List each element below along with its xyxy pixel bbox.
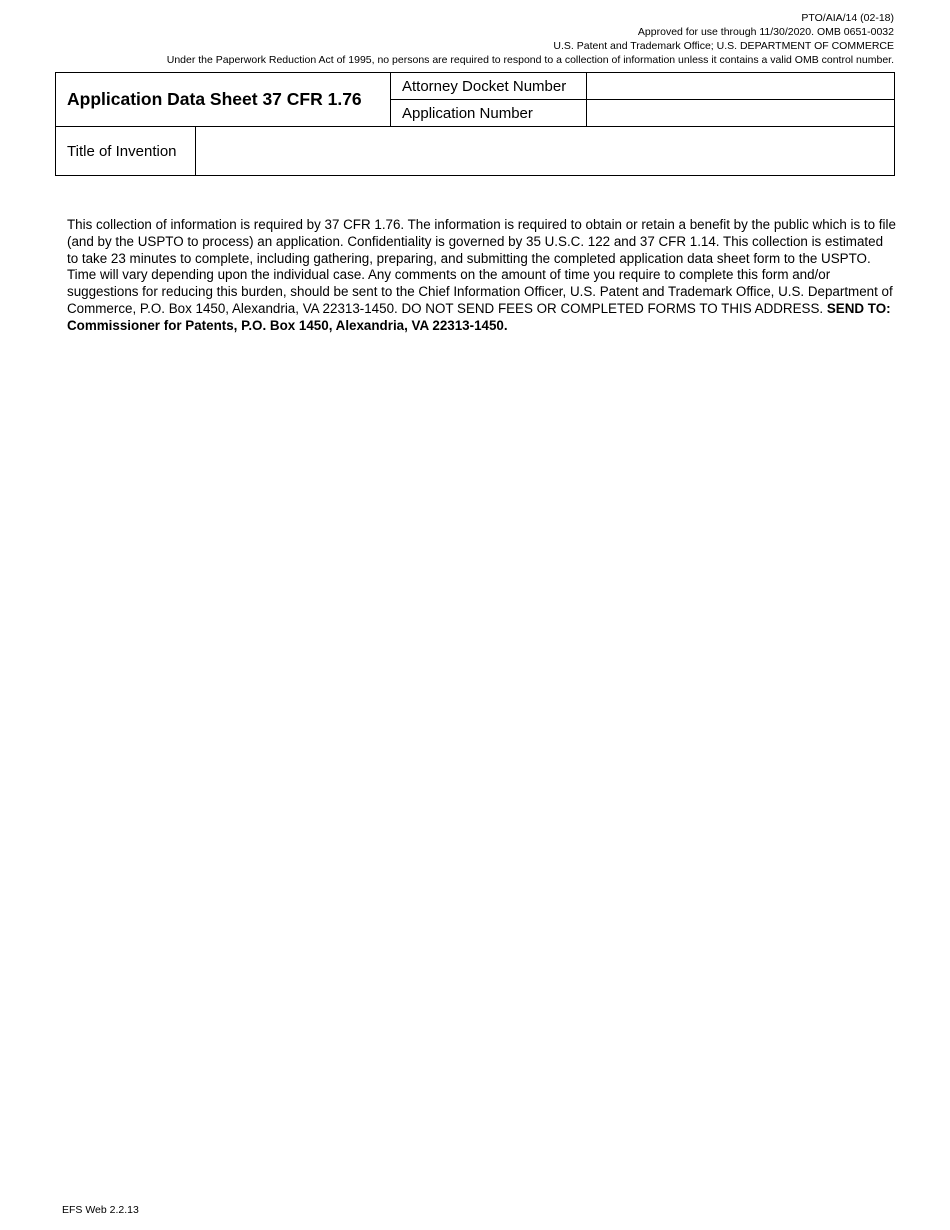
application-header-table — [55, 72, 895, 127]
title-of-invention-label: Title of Invention — [56, 127, 196, 176]
burden-statement — [67, 217, 897, 335]
form-header — [167, 11, 894, 67]
approval-line: Approved for use through 11/30/2020. OMB 0651-0032 — [637, 26, 894, 38]
application-number-field[interactable] — [587, 100, 895, 127]
form-id: PTO/AIA/14 (02-18) — [801, 12, 894, 24]
agency-line: U.S. Patent and Trademark Office; U.S. DEPARTMENT OF COMMERCE — [553, 40, 894, 52]
title-of-invention-field[interactable] — [196, 127, 895, 176]
form-title: Application Data Sheet 37 CFR 1.76 — [56, 73, 391, 127]
efs-version: EFS Web 2.2.13 — [62, 1204, 139, 1216]
attorney-docket-field[interactable] — [587, 73, 895, 100]
paperwork-notice: Under the Paperwork Reduction Act of 1995, no persons are required to respond to a collection of information unless it contains a valid OMB control number. — [166, 54, 894, 66]
attorney-docket-label: Attorney Docket Number — [391, 73, 587, 100]
title-of-invention-table — [55, 127, 895, 176]
send-to-address: SEND TO: Commissioner for Patents, P.O. Box 1450, Alexandria, VA 22313-1450. — [67, 300, 891, 333]
application-number-label: Application Number — [391, 100, 587, 127]
burden-statement-body: This collection of information is required by 37 CFR 1.76. The information is required to obtain or retain a benefit by the public which is to file (and by the USPTO to process) an application. Confidentiality is governed by 35 U.S.C. 122 and 37 CFR 1.14. This collection is estimated to take 23 minutes to complete, including gathering, preparing, and submitting the completed application data sheet form to the USPTO. Time will vary depending upon the individual case. Any comments on the amount of time you require to complete this form and/or suggestions for reducing this burden, should be sent to the Chief Information Officer, U.S. Patent and Trademark Office, U.S. Department of Commerce, P.O. Box 1450, Alexandria, VA 22313-1450. DO NOT SEND FEES OR COMPLETED FORMS TO THIS ADDRESS. — [67, 217, 896, 316]
